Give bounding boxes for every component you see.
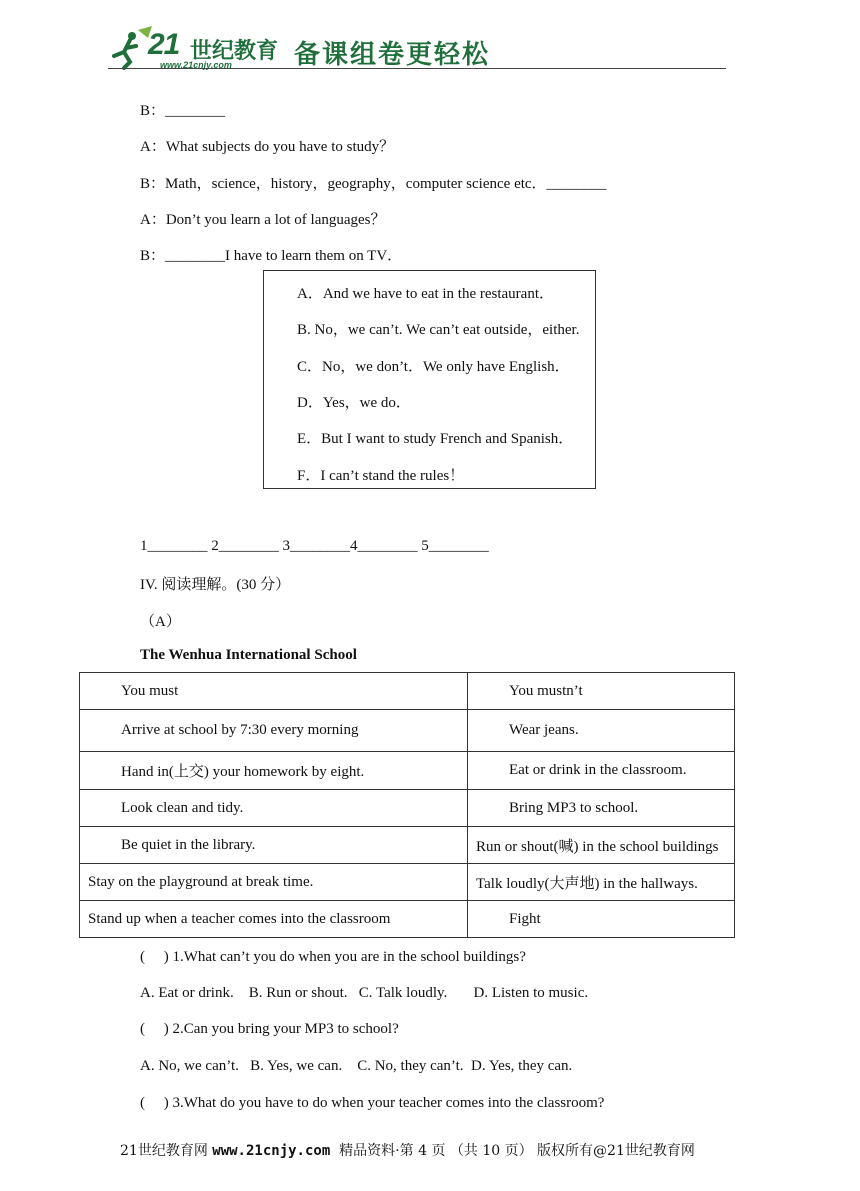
table-row [80, 752, 735, 790]
dialogue-line: B：Math，science，history，geography，computer science etc．________ [140, 176, 607, 192]
option-d: D．Yes，we do． [297, 395, 411, 411]
page-footer [120, 1140, 695, 1160]
dialogue-line: B：________I have to learn them on TV． [140, 248, 403, 264]
table-row [80, 901, 735, 938]
table-cell: Eat or drink in the classroom. [468, 752, 735, 790]
footer-url[interactable]: www.21cnjy.com [212, 1143, 331, 1159]
table-cell: Look clean and tidy. [80, 790, 468, 827]
header-divider [108, 68, 726, 69]
table-row [80, 864, 735, 901]
question-1: ( ) 1.What can’t you do when you are in the school buildings? [140, 949, 526, 965]
table-cell: Fight [468, 901, 735, 938]
table-cell: You must [80, 673, 468, 710]
table-row [80, 710, 735, 752]
options-box [263, 270, 596, 489]
answer-blanks: 1________ 2________ 3________4________ 5________ [140, 538, 489, 554]
option-b: B. No，we can’t. We can’t eat outside，either. [297, 322, 580, 338]
dialogue-line: B：________ [140, 103, 226, 119]
question-1-choices: A. Eat or drink. B. Run or shout. C. Talk loudly. D. Listen to music. [140, 985, 589, 1001]
dialogue-line: A：Don’t you learn a lot of languages？ [140, 212, 386, 228]
passage-title: The Wenhua International School [140, 647, 357, 663]
table-row [80, 827, 735, 864]
option-e: E．But I want to study French and Spanish． [297, 431, 574, 447]
logo-text: 世纪教育 [190, 39, 279, 64]
option-c: C．No，we don’t．We only have English． [297, 359, 570, 375]
table-cell: Be quiet in the library. [80, 827, 468, 864]
option-a: A．And we have to eat in the restaurant． [297, 286, 554, 302]
table-cell: Stand up when a teacher comes into the classroom [80, 901, 468, 938]
section-subheading: （A） [140, 614, 181, 630]
header-slogan: 备课组卷更轻松 [294, 40, 491, 70]
table-cell: Arrive at school by 7:30 every morning [80, 710, 468, 752]
section-heading: IV. 阅读理解。(30 分） [140, 577, 291, 593]
table-cell: Run or shout(喊) in the school buildings [468, 827, 735, 864]
logo-url: www.21cnjy.com [160, 60, 232, 70]
runner-logo-icon [108, 26, 152, 70]
dialogue-line: A：What subjects do you have to study？ [140, 139, 395, 155]
site-logo [108, 26, 278, 70]
rules-table [79, 672, 735, 938]
question-3: ( ) 3.What do you have to do when your teacher comes into the classroom? [140, 1095, 605, 1111]
question-2: ( ) 2.Can you bring your MP3 to school? [140, 1021, 399, 1037]
table-row [80, 673, 735, 710]
footer-page-info: 精品资料·第 4 页 （共 10 页） 版权所有@21世纪教育网 [330, 1143, 695, 1159]
footer-site-name: 21世纪教育网 [120, 1143, 213, 1159]
table-cell: Stay on the playground at break time. [80, 864, 468, 901]
table-row [80, 790, 735, 827]
table-cell: You mustn’t [468, 673, 735, 710]
table-cell: Wear jeans. [468, 710, 735, 752]
logo-number: 21 [148, 28, 180, 61]
option-f: F．I can’t stand the rules！ [297, 468, 465, 484]
table-cell: Talk loudly(大声地) in the hallways. [468, 864, 735, 901]
table-cell: Bring MP3 to school. [468, 790, 735, 827]
table-cell: Hand in(上交) your homework by eight. [80, 752, 468, 790]
question-2-choices: A. No, we can’t. B. Yes, we can. C. No, they can’t. D. Yes, they can. [140, 1058, 573, 1074]
